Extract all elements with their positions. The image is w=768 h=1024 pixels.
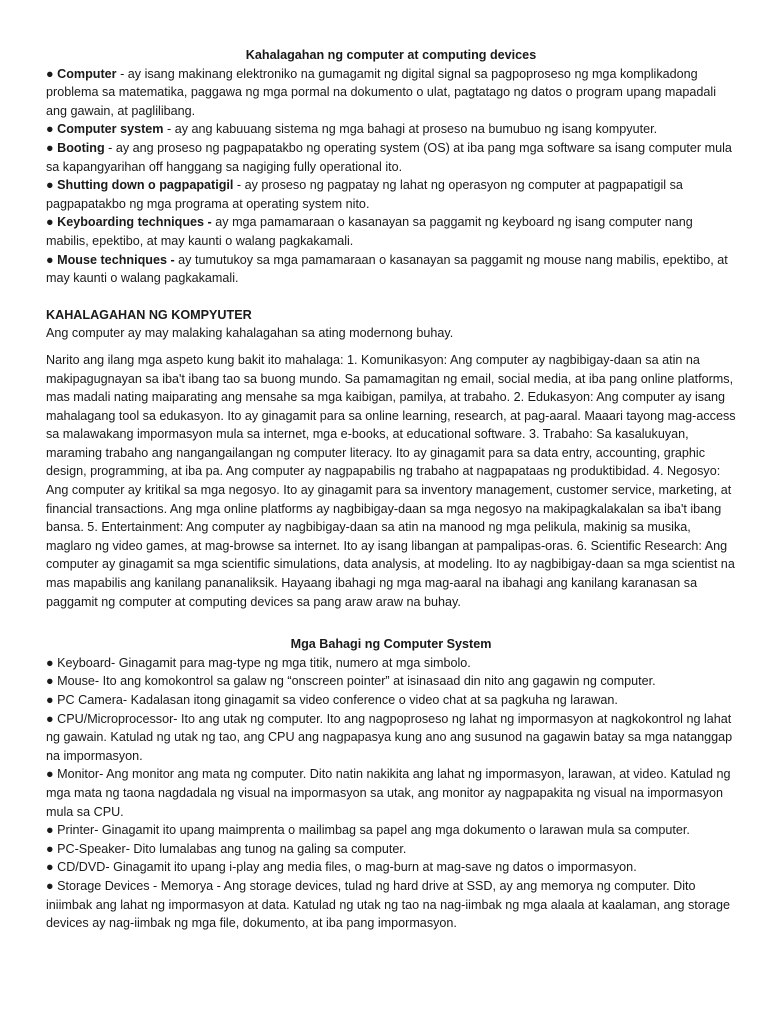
term: Booting bbox=[57, 140, 105, 155]
definition-computer-system bbox=[46, 120, 736, 139]
part-cd-dvd: ● CD/DVD- Ginagamit ito upang i-play ang media files, o mag-burn at mag-save ng datos o impormasyon. bbox=[46, 860, 637, 875]
bullet-marker: ● bbox=[46, 122, 54, 137]
definition-text: - ay ang proseso ng pagpapatakbo ng operating system (OS) at iba pang mga software sa isang computer mula sa kapangyarihan off hanggang sa nagiging fully operational ito. bbox=[46, 140, 732, 174]
spacer bbox=[46, 343, 736, 351]
term: Computer bbox=[57, 66, 117, 81]
bullet-marker: ● bbox=[46, 252, 54, 267]
bullet-marker: ● bbox=[46, 215, 54, 230]
definition-booting bbox=[46, 139, 736, 176]
definition-text: - ay proseso ng pagpatay ng lahat ng operasyon ng computer at pagpapatigil sa pagpapatakbo ng mga programa at operating system nito. bbox=[46, 178, 683, 211]
part-printer: ● Printer- Ginagamit ito upang maimprenta o mailimbag sa papel ang mga dokumento o larawan mula sa computer. bbox=[46, 823, 690, 838]
section-3-title: Mga Bahagi ng Computer System bbox=[290, 637, 492, 652]
bullet-marker: ● bbox=[46, 66, 54, 81]
part-cpu: ● CPU/Microprocessor- Ito ang utak ng computer. Ito ang nagpoproseso ng lahat ng impormasyon at nagkokontrol ng lahat ng gawain. Katulad ng utak ng tao, ang CPU ang nagpapasya kung ano ang susunod na gagawin batay sa mga natanggap na impormasyon. bbox=[46, 711, 733, 763]
part-keyboard: ● Keyboard- Ginagamit para mag-type ng mga titik, numero at mga simbolo. bbox=[46, 655, 471, 670]
term: Computer system bbox=[57, 122, 164, 137]
definition-text: - ay ang kabuuang sistema ng mga bahagi at proseso na bumubuo ng isang kompyuter. bbox=[163, 122, 658, 137]
definition-text: ay tumutukoy sa mga pamamaraan o kasanayan sa paggamit ng mouse nang mabilis, epektibo, at may kaunti o walang pagkakamali. bbox=[46, 252, 728, 286]
bullet-marker: ● bbox=[46, 140, 54, 155]
section-2-intro: Ang computer ay may malaking kahalagahan sa ating modernong buhay. bbox=[46, 326, 454, 341]
definition-mouse-techniques bbox=[46, 251, 736, 288]
document-page bbox=[46, 46, 736, 933]
part-mouse: ● Mouse- Ito ang komokontrol sa galaw ng “onscreen pointer” at isinasaad din nito ang gagawin ng computer. bbox=[46, 674, 656, 689]
part-monitor: ● Monitor- Ang monitor ang mata ng computer. Dito natin nakikita ang lahat ng impormasyon, larawan, at video. Katulad ng mga mata ng taona nagdadala ng visual na impormasyon sa utak, ang monitor ay nagpapakita ng visual na impormasyon mula sa CPU. bbox=[46, 767, 731, 819]
bullet-marker: ● bbox=[46, 178, 54, 193]
spacer bbox=[46, 611, 736, 635]
term: Mouse techniques - bbox=[57, 252, 175, 267]
definition-shutting-down bbox=[46, 176, 736, 213]
part-pc-camera: ● PC Camera- Kadalasan itong ginagamit sa video conference o video chat at sa pagkuha ng larawan. bbox=[46, 693, 618, 707]
definition-computer bbox=[46, 65, 736, 121]
part-storage-devices: ● Storage Devices - Memorya - Ang storage devices, tulad ng hard drive at SSD, ay ang memorya ng computer. Dito iniimbak ang lahat ng impormasyon at data. Katulad ng utak ng tao na nag-iimbak ng mga alaala at kaalaman, ang storage devices ay nag-iimbak ng mga file, dokumento, at iba pang impormasyon. bbox=[46, 878, 730, 931]
term: Shutting down o pagpapatigil bbox=[57, 178, 234, 193]
definition-text: ay mga pamamaraan o kasanayan sa paggamit ng keyboard ng isang computer nang mabilis, epektibo, at may kaunti o walang pagkakamali. bbox=[46, 215, 693, 248]
term: Keyboarding techniques - bbox=[57, 215, 212, 230]
section-2-title: KAHALAGAHAN NG KOMPYUTER bbox=[46, 307, 252, 322]
definition-text: - ay isang makinang elektroniko na gumagamit ng digital signal sa pagpoproseso ng mga komplikadong problema sa matematika, paggawa ng mga pormal na dokumento o ulat, pagtatago ng datos o program upang mapadali ang gawain, at paglilibang. bbox=[46, 66, 716, 118]
section-2-body: Narito ang ilang mga aspeto kung bakit ito mahalaga: 1. Komunikasyon: Ang computer ay nagbibigay-daan sa atin na makipagugnayan sa iba't ibang tao sa buong mundo. Sa pamamagitan ng email, social media, at iba pang online platforms, mas madali nating maiparating ang mensahe sa mga kaibigan, pamilya, at trabaho. 2. Edukasyon: Ang computer ay isang mahalagang tool sa edukasyon. Ito ay ginagamit para sa online learning, research, at pag-aaral. Maaari tayong mag-access sa malawakang impormasyon mula sa internet, mga e-books, at educational software. 3. Trabaho: Sa kasalukuyan, maraming trabaho ang nangangailangan ng computer literacy. Ito ay ginagamit para sa data entry, accounting, graphic design, programming, at iba pa. Ang computer ay nagpapabilis ng trabaho at nagpapataas ng produktibidad. 4. Negosyo: Ang computer ay kritikal sa mga negosyo. Ito ay ginagamit para sa inventory management, customer service, marketing, at financial transactions. Ang mga online platforms ay nagbibigay-daan sa mga negosyo na makipagkalakalan sa iba't ibang bansa. 5. Entertainment: Ang computer ay nagbibigay-daan sa atin na manood ng mga pelikula, makinig sa musika, maglaro ng video games, at mag-browse sa internet. Ito ay isang libangan at pampalipas-oras. 6. Scientific Research: Ang computer ay ginagamit sa mga scientific simulations, data analysis, at modeling. Ito ay nagbibigay-daan sa mga scientist na mas mapabilis ang kanilang pananaliksik. Hayaang ibahagi ng mga mag-aaral na ibahagi ang kanilang karanasan sa paggamit ng computer at computing devices sa pang araw araw na buhay. bbox=[46, 352, 736, 609]
section-1-title: Kahalagahan ng computer at computing devices bbox=[245, 48, 537, 62]
definition-keyboarding bbox=[46, 213, 736, 250]
part-pc-speaker: ● PC-Speaker- Dito lumalabas ang tunog na galing sa computer. bbox=[46, 841, 407, 856]
spacer bbox=[46, 288, 736, 306]
